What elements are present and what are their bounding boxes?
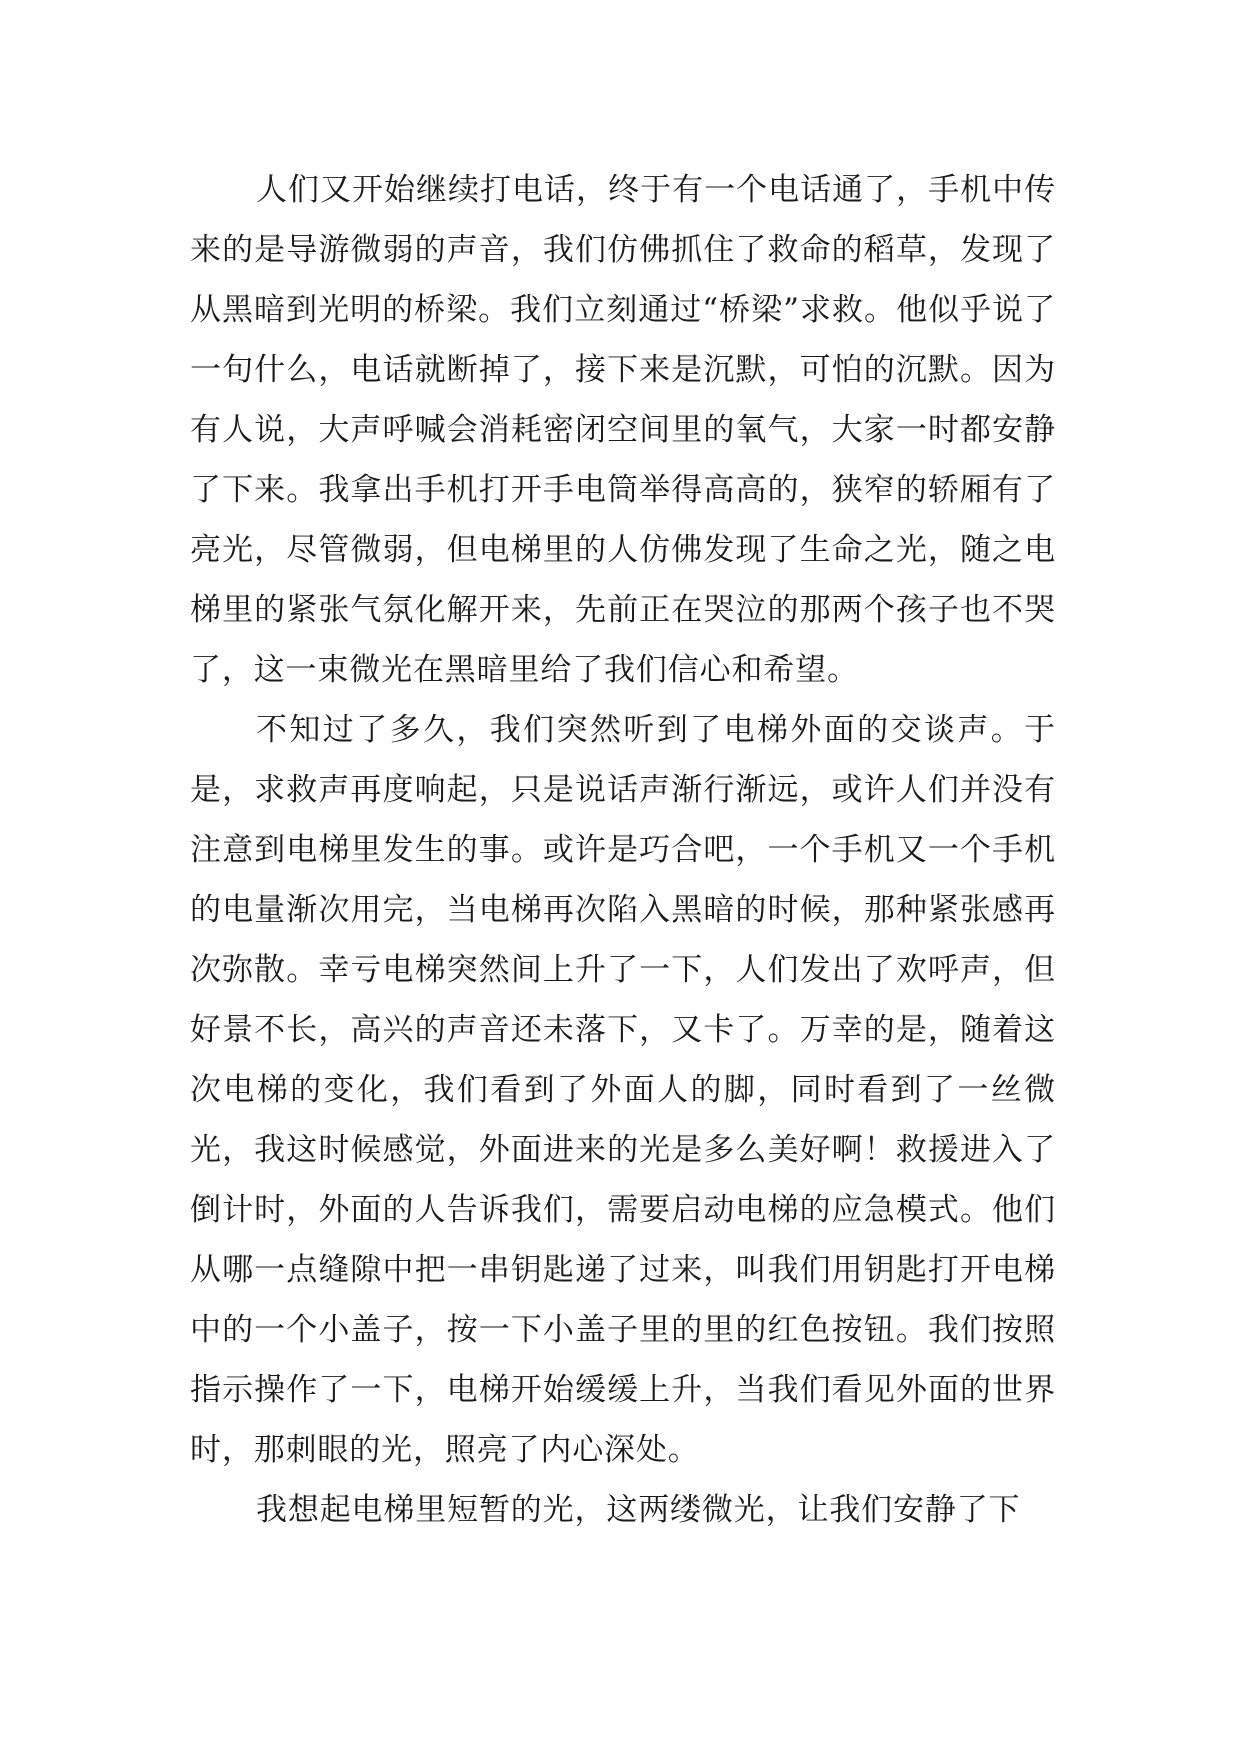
paragraph-2: 不知过了多久，我们突然听到了电梯外面的交谈声。于是，求救声再度响起，只是说话声渐行渐远，或许人们并没有注意到电梯里发生的事。或许是巧合吧，一个手机又一个手机的电量渐次用完，当电梯再次陷入黑暗的时候，那种紧张感再次弥散。幸亏电梯突然间上升了一下，人们发出了欢呼声，但好景不长，高兴的声音还未落下，又卡了。万幸的是，随着这次电梯的变化，我们看到了外面人的脚，同时看到了一丝微光，我这时候感觉，外面进来的光是多么美好啊！救援进入了倒计时，外面的人告诉我们，需要启动电梯的应急模式。他们从哪一点缝隙中把一串钥匙递了过来，叫我们用钥匙打开电梯中的一个小盖子，按一下小盖子里的里的红色按钮。我们按照指示操作了一下，电梯开始缓缓上升，当我们看见外面的世界时，那刺眼的光，照亮了内心深处。	[190, 712, 1056, 1468]
paragraph-3: 我想起电梯里短暂的光，这两缕微光，让我们安静了下	[256, 1492, 1021, 1528]
body-text	[190, 160, 1056, 1540]
paragraph-1: 人们又开始继续打电话，终于有一个电话通了，手机中传来的是导游微弱的声音，我们仿佛抓住了救命的稻草，发现了从黑暗到光明的桥梁。我们立刻通过“桥梁”求救。他似乎说了一句什么，电话就断掉了，接下来是沉默，可怕的沉默。因为有人说，大声呼喊会消耗密闭空间里的氧气，大家一时都安静了下来。我拿出手机打开手电筒举得高高的，狭窄的轿厢有了亮光，尽管微弱，但电梯里的人仿佛发现了生命之光，随之电梯里的紧张气氛化解开来，先前正在哭泣的那两个孩子也不哭了，这一束微光在黑暗里给了我们信心和希望。	[190, 172, 1056, 688]
